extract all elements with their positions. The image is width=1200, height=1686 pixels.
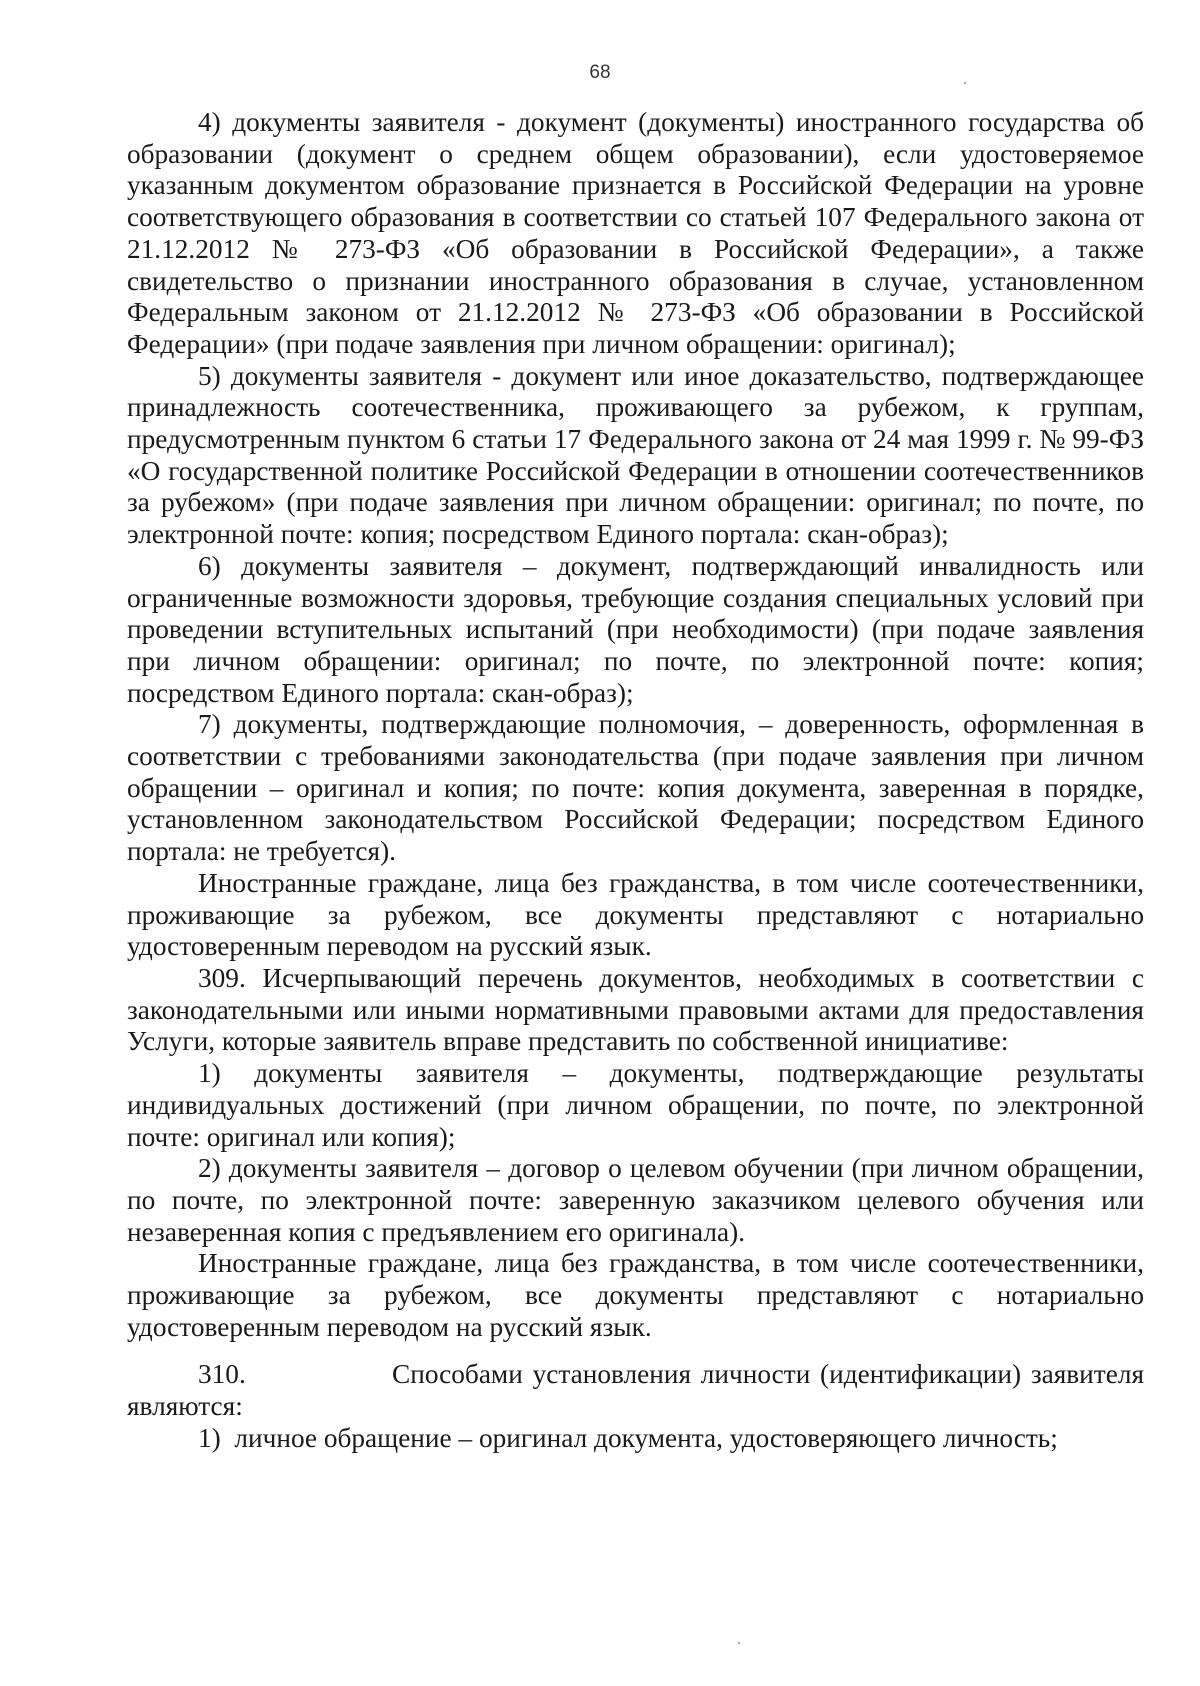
- paragraph-section-310: 310. Способами установления личности (идентификации) заявителя являются:: [127, 1359, 1144, 1422]
- paragraph-item-4: 4) документы заявителя - документ (документы) иностранного государства об образовании (документ о среднем общем образовании), если удостоверяемое указанным документом образование признается в Российской Федерации на уровне соответствующего образования в соответствии со статьей 107 Федерального закона от 21.12.2012 № 273-ФЗ «Об образовании в Российской Федерации», а также свидетельство о признании иностранного образования в случае, установленном Федеральным законом от 21.12.2012 № 273-ФЗ «Об образовании в Российской Федерации» (при подаче заявления при личном обращении: оригинал);: [127, 107, 1144, 359]
- document-body: [127, 107, 1144, 1455]
- paragraph-310-item-1: 1) личное обращение – оригинал документа, удостоверяющего личность;: [198, 1422, 1058, 1453]
- scan-speck: [738, 1642, 740, 1644]
- paragraph-309-item-2: 2) документы заявителя – договор о целевом обучении (при личном обращении, по почте, по электронной почте: заверенную заказчиком целевого обучения или незаверенная копия с предъявлением его оригинала).: [127, 1153, 1144, 1247]
- scan-speck: [964, 82, 966, 84]
- paragraph-foreign-citizens-note-2: Иностранные граждане, лица без гражданства, в том числе соотечественники, проживающие за рубежом, все документы представляют с нотариально удостоверенным переводом на русский язык.: [127, 1248, 1144, 1342]
- paragraph-section-309: 309. Исчерпывающий перечень документов, необходимых в соответствии с законодательными или иными нормативными правовыми актами для предоставления Услуги, которые заявитель вправе представить по собственной инициативе:: [127, 962, 1144, 1057]
- paragraph-item-6: 6) документы заявителя – документ, подтверждающий инвалидность или ограниченные возможности здоровья, требующие создания специальных условий при проведении вступительных испытаний (при необходимости) (при подаче заявления при личном обращении: оригинал; по почте, по электронной почте: копия; посредством Единого портала: скан-образ);: [127, 550, 1144, 708]
- paragraph-item-7: 7) документы, подтверждающие полномочия, – доверенность, оформленная в соответствии с требованиями законодательства (при подаче заявления при личном обращении – оригинал и копия; по почте: копия документа, заверенная в порядке, установленном законодательством Российской Федерации; посредством Единого портала: не требуется).: [127, 709, 1144, 867]
- paragraph-309-item-1: 1) документы заявителя – документы, подтверждающие результаты индивидуальных достижений (при личном обращении, по почте, по электронной почте: оригинал или копия);: [127, 1058, 1144, 1152]
- paragraph-foreign-citizens-note: Иностранные граждане, лица без гражданства, в том числе соотечественники, проживающие за рубежом, все документы представляют с нотариально удостоверенным переводом на русский язык.: [127, 867, 1144, 962]
- page-number: 68: [589, 62, 611, 83]
- paragraph-item-5: 5) документы заявителя - документ или иное доказательство, подтверждающее принадлежность соотечественника, проживающего за рубежом, к группам, предусмотренным пунктом 6 статьи 17 Федерального закона от 24 мая 1999 г. № 99-ФЗ «О государственной политике Российской Федерации в отношении соотечественников за рубежом» (при подаче заявления при личном обращении: оригинал; по почте, по электронной почте: копия; посредством Единого портала: скан-образ);: [127, 360, 1144, 550]
